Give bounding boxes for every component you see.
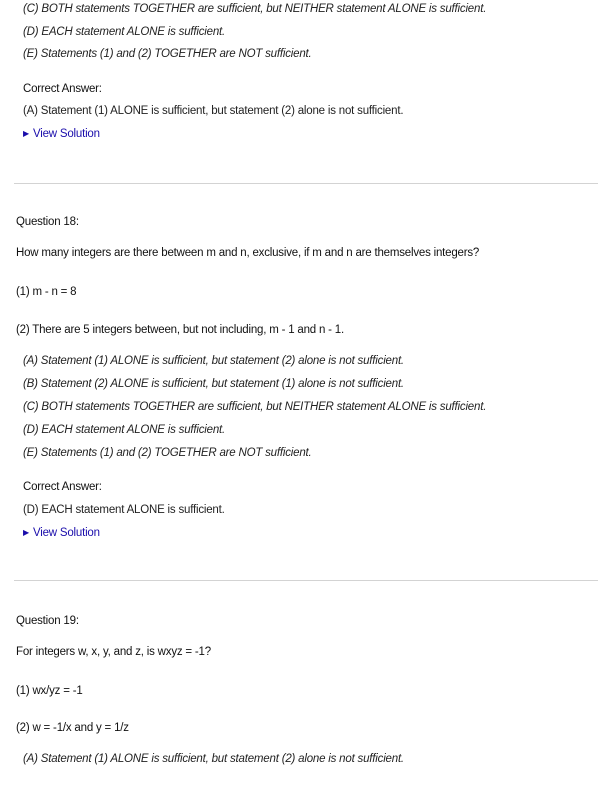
q19-statement-2: (2) w = -1/x and y = 1/z bbox=[16, 722, 129, 734]
q18-option-a: (A) Statement (1) ALONE is sufficient, but statement (2) alone is not sufficient. bbox=[23, 355, 404, 367]
expand-triangle-icon: ▶ bbox=[23, 129, 29, 138]
q18-view-solution-link[interactable] bbox=[23, 527, 100, 539]
q18-title: Question 18: bbox=[16, 216, 79, 228]
q19-option-a: (A) Statement (1) ALONE is sufficient, but statement (2) alone is not sufficient. bbox=[23, 753, 404, 765]
q18-correct-answer-label: Correct Answer: bbox=[23, 481, 102, 493]
q17-option-c: (C) BOTH statements TOGETHER are sufficient, but NEITHER statement ALONE is sufficient. bbox=[23, 3, 487, 15]
q17-view-solution-link[interactable] bbox=[23, 128, 100, 140]
q17-option-d: (D) EACH statement ALONE is sufficient. bbox=[23, 26, 226, 38]
q19-prompt: For integers w, x, y, and z, is wxyz = -1? bbox=[16, 646, 211, 658]
q19-statement-1: (1) wx/yz = -1 bbox=[16, 685, 83, 697]
q18-correct-answer: (D) EACH statement ALONE is sufficient. bbox=[23, 504, 225, 516]
view-solution-label: View Solution bbox=[32, 128, 100, 140]
q17-option-e: (E) Statements (1) and (2) TOGETHER are NOT sufficient. bbox=[23, 48, 312, 60]
expand-triangle-icon: ▶ bbox=[23, 528, 29, 537]
q17-correct-answer: (A) Statement (1) ALONE is sufficient, but statement (2) alone is not sufficient. bbox=[23, 105, 404, 117]
question-divider bbox=[14, 580, 598, 581]
question-divider bbox=[14, 183, 598, 184]
q18-option-c: (C) BOTH statements TOGETHER are sufficient, but NEITHER statement ALONE is sufficient. bbox=[23, 401, 487, 413]
q18-option-d: (D) EACH statement ALONE is sufficient. bbox=[23, 424, 226, 436]
q19-title: Question 19: bbox=[16, 615, 79, 627]
q18-option-b: (B) Statement (2) ALONE is sufficient, but statement (1) alone is not sufficient. bbox=[23, 378, 404, 390]
view-solution-label: View Solution bbox=[32, 527, 100, 539]
q18-statement-1: (1) m - n = 8 bbox=[16, 286, 77, 298]
q17-correct-answer-label: Correct Answer: bbox=[23, 83, 102, 95]
q18-prompt: How many integers are there between m and n, exclusive, if m and n are themselves integers? bbox=[16, 247, 480, 259]
q18-option-e: (E) Statements (1) and (2) TOGETHER are NOT sufficient. bbox=[23, 447, 312, 459]
q18-statement-2: (2) There are 5 integers between, but not including, m - 1 and n - 1. bbox=[16, 324, 344, 336]
